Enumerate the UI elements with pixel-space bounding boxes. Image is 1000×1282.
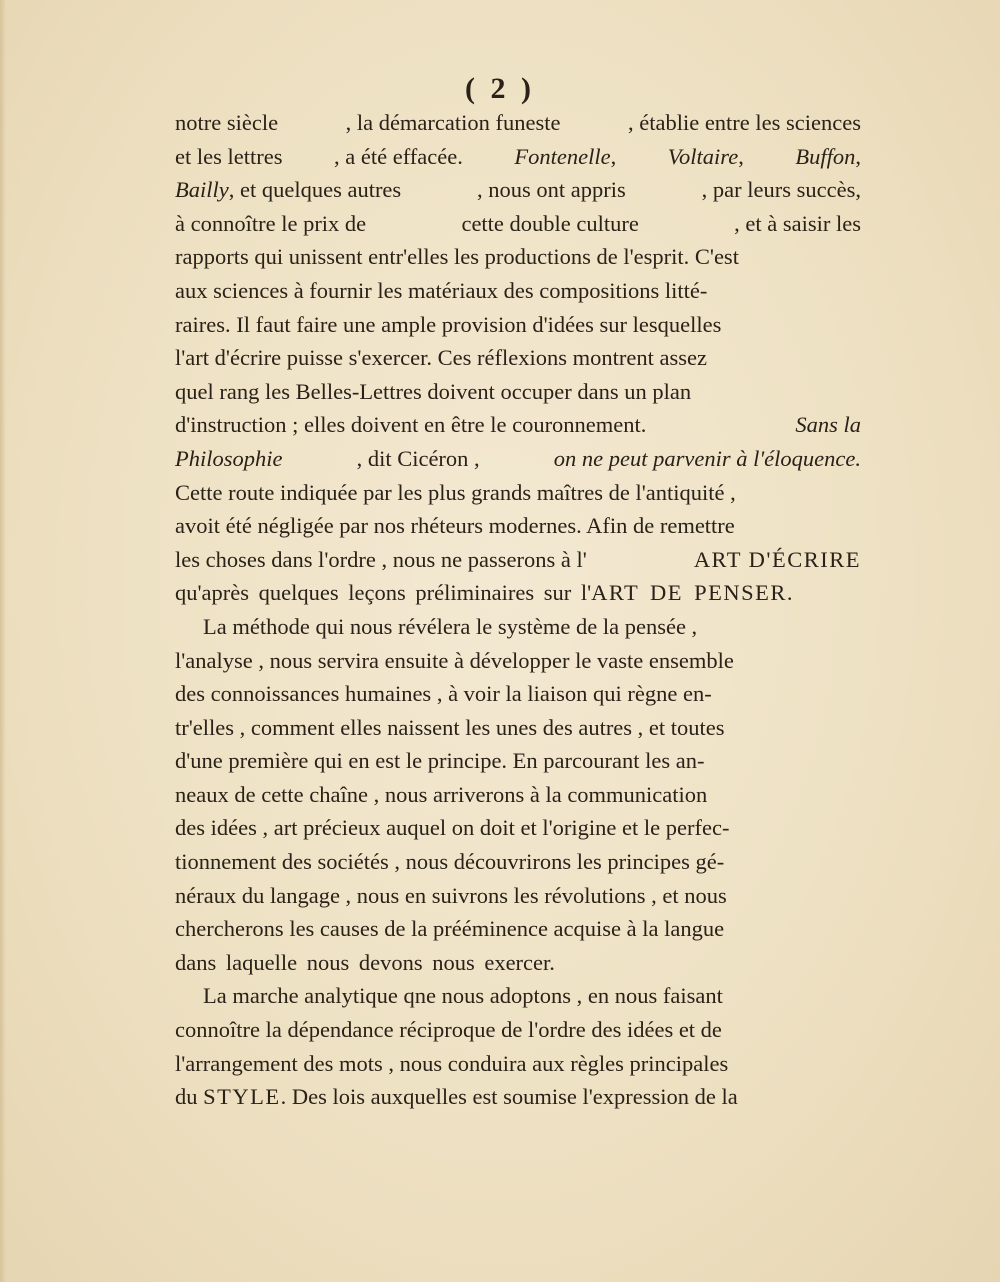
- text-line: quel rang les Belles-Lettres doivent occuper dans un plan: [175, 378, 692, 404]
- text-line: l'analyse , nous servira ensuite à développer le vaste ensemble: [175, 647, 734, 673]
- line-segment: d'instruction ; elles doivent en être le couronnement.: [175, 412, 647, 438]
- line-segment: ,: [738, 143, 744, 169]
- line-segment: les choses dans l'ordre , nous ne passerons à l': [175, 546, 587, 572]
- page-number: ( 2 ): [465, 72, 535, 105]
- text-line: des connoissances humaines , à voir la liaison qui règne en-: [175, 681, 712, 707]
- line-segment: ,: [610, 143, 617, 169]
- line-segment: , établie entre les sciences: [627, 110, 861, 135]
- text-line: dans laquelle nous devons nous exercer.: [175, 949, 555, 975]
- body-text: [175, 106, 861, 1114]
- text-line: [175, 543, 861, 577]
- text-line: [175, 576, 861, 610]
- italic-quote: on ne peut parvenir à l'éloquence.: [553, 445, 861, 471]
- text-line: [175, 442, 861, 476]
- text-line: néraux du langage , nous en suivrons les révolutions , et nous: [175, 882, 727, 908]
- italic-name: Voltaire: [667, 143, 739, 169]
- line-segment: ,: [855, 143, 861, 169]
- line-segment: , nous ont appris: [477, 177, 626, 203]
- text-line: [175, 207, 861, 241]
- text-line: avoit été négligée par nos rhéteurs modernes. Afin de remettre: [175, 513, 735, 539]
- italic-quote: Sans la: [795, 412, 861, 438]
- text-line: l'art d'écrire puisse s'exercer. Ces réflexions montrent assez: [175, 345, 707, 371]
- line-segment: , la démarcation funeste: [345, 110, 561, 135]
- text-line: neaux de cette chaîne , nous arriverons à la communication: [175, 781, 708, 807]
- text-line: La méthode qui nous révélera le système de la pensée ,: [203, 613, 698, 639]
- line-segment: , dit Cicéron ,: [356, 445, 480, 471]
- line-segment: à connoître le prix de: [175, 210, 367, 236]
- text-line: [175, 1080, 861, 1114]
- text-line: raires. Il faut faire une ample provision d'idées sur lesquelles: [175, 311, 722, 337]
- text-line: connoître la dépendance réciproque de l'ordre des idées et de: [175, 1017, 722, 1043]
- text-line: tr'elles , comment elles naissent les unes des autres , et toutes: [175, 714, 725, 740]
- text-line: [175, 140, 861, 174]
- small-caps-term: ART DE PENSER: [591, 580, 787, 606]
- small-caps-term: ART D'ÉCRIRE: [693, 546, 861, 572]
- text-line: aux sciences à fournir les matériaux des compositions litté-: [175, 277, 708, 303]
- text-line: l'arrangement des mots , nous conduira aux règles principales: [175, 1050, 729, 1076]
- line-segment: , et quelques autres: [228, 177, 402, 203]
- text-line: d'une première qui en est le principe. En parcourant les an-: [175, 748, 705, 774]
- text-line: chercherons les causes de la prééminence acquise à la langue: [175, 916, 725, 942]
- line-segment: cette double culture: [461, 210, 639, 236]
- italic-name: Buffon: [795, 143, 856, 169]
- line-segment: qu'après quelques leçons préliminaires sur l': [175, 580, 592, 606]
- text-line: [175, 106, 861, 140]
- text-line: tionnement des sociétés , nous découvrirons les principes gé-: [175, 849, 725, 875]
- small-caps-term: STYLE: [203, 1084, 281, 1110]
- line-segment: , par leurs succès,: [701, 177, 861, 203]
- text-line: des idées , art précieux auquel on doit et l'origine et le perfec-: [175, 815, 730, 841]
- line-segment: et les lettres: [175, 143, 283, 169]
- italic-name: Bailly: [175, 177, 229, 203]
- text-line: rapports qui unissent entr'elles les productions de l'esprit. C'est: [175, 244, 739, 270]
- page-spine-shadow: [0, 0, 6, 1282]
- italic-name: Fontenelle: [514, 143, 611, 169]
- line-segment: , a été effacée.: [334, 143, 463, 169]
- line-segment: , et à saisir les: [734, 210, 861, 236]
- text-line: [175, 173, 861, 207]
- line-segment: notre siècle: [175, 110, 279, 135]
- line-segment: . Des lois auxquelles est soumise l'expression de la: [280, 1084, 738, 1110]
- line-segment: du: [175, 1084, 198, 1110]
- text-line: [175, 408, 861, 442]
- text-line: Cette route indiquée par les plus grands maîtres de l'antiquité ,: [175, 479, 736, 505]
- line-segment: .: [786, 580, 793, 606]
- italic-quote: Philosophie: [175, 445, 283, 471]
- text-line: La marche analytique qne nous adoptons , en nous faisant: [203, 983, 723, 1009]
